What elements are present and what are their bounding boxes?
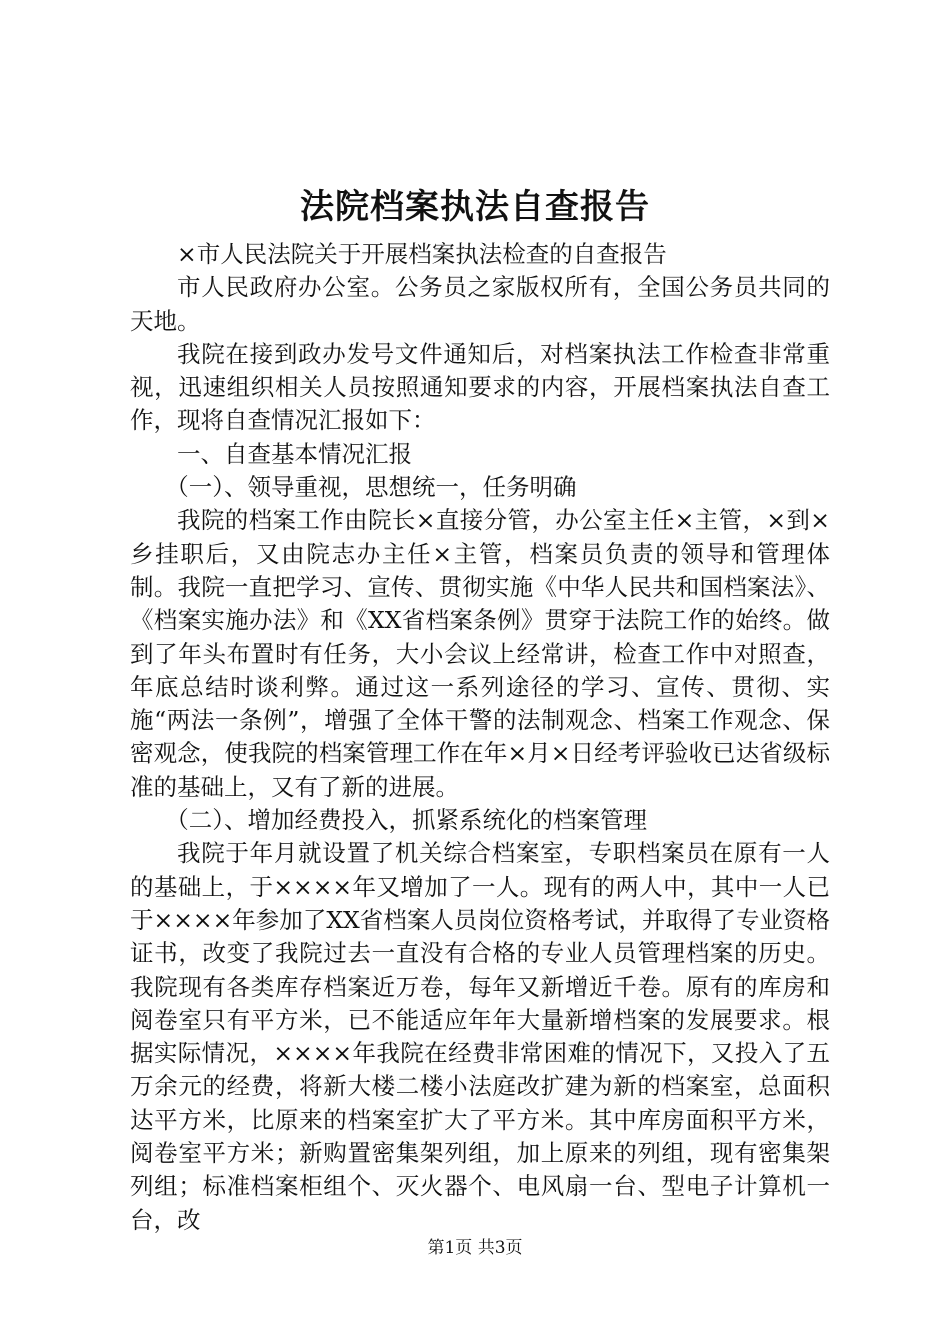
- body-paragraph-1: 我院的档案工作由院长×直接分管，办公室主任×主管，×到×乡挂职后，又由院志办主任×主管，档案员负责的领导和管理体制。我院一直把学习、宣传、贯彻实施《中华人民共和国档案法》、《档案实施办法》和《XX省档案条例》贯穿于法院工作的始终。做到了年头布置时有任务，大小会议上经常讲，检查工作中对照查，年底总结时谈利弊。通过这一系列途径的学习、宣传、贯彻、实施“两法一条例”，增强了全体干警的法制观念、档案工作观念、保密观念，使我院的档案管理工作在年×月×日经考评验收已达省级标准的基础上，又有了新的进展。: [130, 506, 830, 801]
- section-heading-1: 一、自查基本情况汇报: [177, 439, 412, 468]
- document-body: [130, 238, 830, 1237]
- page-number-footer: 第1页 共3页: [427, 1238, 523, 1258]
- document-title: 法院档案执法自查报告: [300, 187, 650, 227]
- body-paragraph-2: 我院于年月就设置了机关综合档案室，专职档案员在原有一人的基础上，于××××年又增加了一人。现有的两人中，其中一人已于××××年参加了XX省档案人员岗位资格考试，并取得了专业资格证书，改变了我院过去一直没有合格的专业人员管理档案的历史。我院现有各类库存档案近万卷，每年又新增近千卷。原有的库房和阅卷室只有平方米，已不能适应年年大量新增档案的发展要求。根据实际情况，××××年我院在经费非常困难的情况下，又投入了五万余元的经费，将新大楼二楼小法庭改扩建为新的档案室，总面积达平方米，比原来的档案室扩大了平方米。其中库房面积平方米，阅卷室平方米；新购置密集架列组，加上原来的列组，现有密集架列组；标准档案柜组个、灭火器个、电风扇一台、型电子计算机一台，改: [130, 839, 830, 1234]
- intro-paragraph: 我院在接到政办发号文件通知后，对档案执法工作检查非常重视，迅速组织相关人员按照通知要求的内容，开展档案执法自查工作，现将自查情况汇报如下：: [130, 339, 830, 435]
- report-heading-line: ×市人民法院关于开展档案执法检查的自查报告: [177, 240, 667, 268]
- addressee-paragraph: 市人民政府办公室。公务员之家版权所有，全国公务员共同的天地。: [130, 273, 830, 335]
- subsection-heading-1: （一）、领导重视，思想统一，任务明确: [165, 473, 577, 502]
- subsection-heading-2: （二）、增加经费投入，抓紧系统化的档案管理: [165, 806, 647, 835]
